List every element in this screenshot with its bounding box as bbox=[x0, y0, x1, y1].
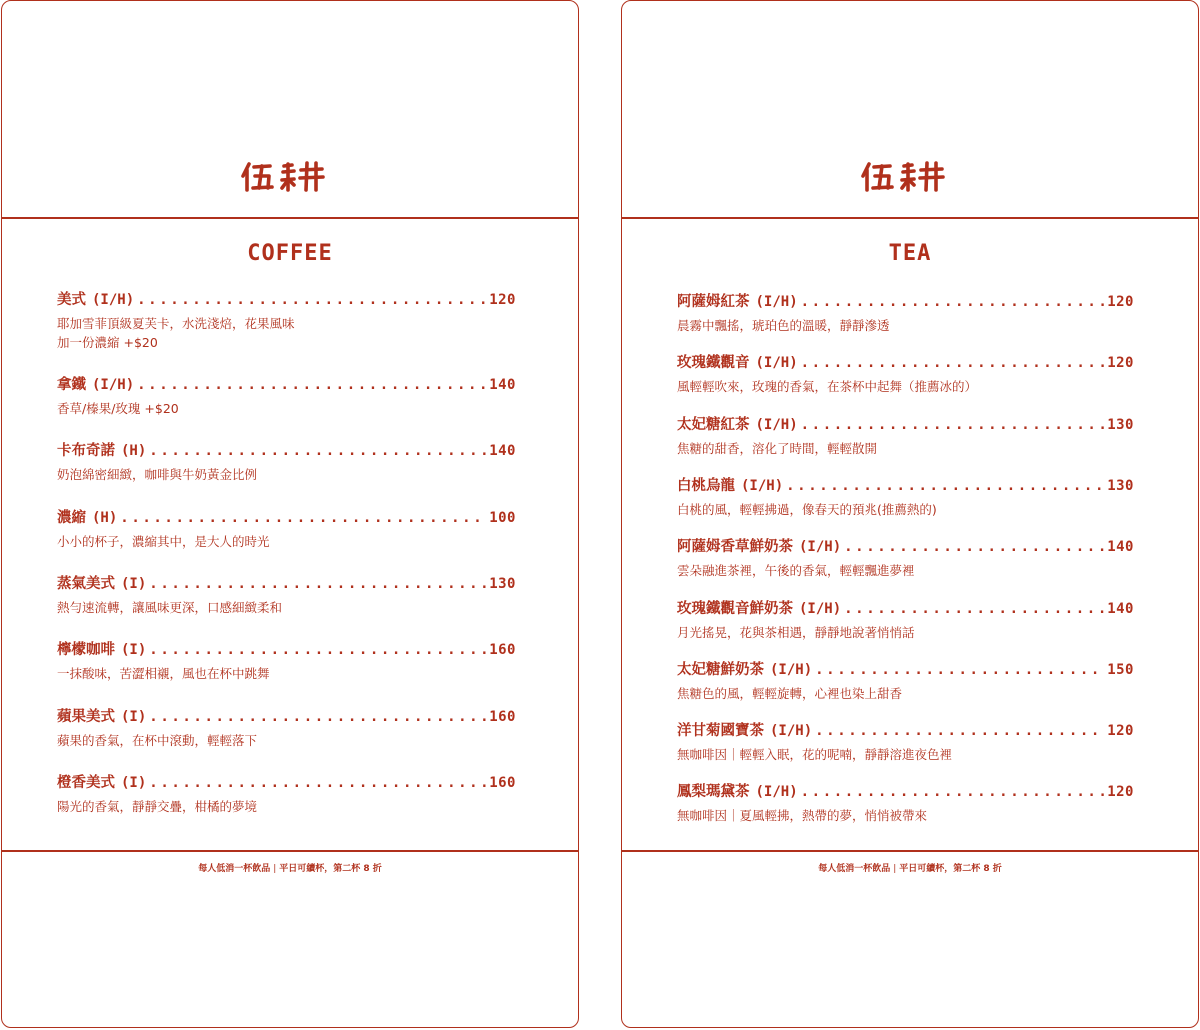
menu-item bbox=[677, 597, 1134, 642]
menu-item bbox=[677, 351, 1134, 396]
item-name: 鳳梨瑪黛茶 bbox=[677, 784, 750, 800]
item-description: 風輕輕吹來，玫瑰的香氣，在茶杯中起舞（推薦冰的） bbox=[677, 379, 978, 394]
item-size: (I/H) bbox=[755, 784, 798, 800]
item-name: 太妃糖紅茶 bbox=[677, 417, 750, 433]
item-price: 140 bbox=[1107, 601, 1134, 617]
item-price: 120 bbox=[489, 292, 516, 308]
item-description: 月光搖晃，花與茶相遇，靜靜地說著悄悄話 bbox=[677, 625, 915, 640]
footer-min-charge: 每人低消一杯飲品 bbox=[198, 864, 271, 874]
footer-refill: 平日可續杯，第二杯 8 折 bbox=[279, 864, 382, 874]
item-size: (H) bbox=[92, 510, 118, 526]
item-description: 香草/榛果/玫瑰 +$20 bbox=[57, 401, 179, 416]
footer-divider bbox=[2, 850, 578, 852]
dot-leader bbox=[149, 443, 486, 459]
item-price: 150 bbox=[1107, 662, 1134, 678]
item-description: 耶加雪菲頂級夏芙卡，水洗淺焙，花果風味 bbox=[57, 316, 295, 331]
dot-leader bbox=[120, 510, 486, 526]
dot-leader bbox=[149, 642, 486, 658]
item-size: (I/H) bbox=[799, 601, 842, 617]
item-description: 焦糖的甜香，溶化了時間，輕輕散開 bbox=[677, 441, 878, 456]
footer-separator: | bbox=[893, 864, 897, 874]
item-size: (I/H) bbox=[770, 662, 813, 678]
header-divider bbox=[622, 217, 1198, 219]
item-name: 檸檬咖啡 bbox=[57, 642, 115, 658]
item-size: (I/H) bbox=[799, 539, 842, 555]
coffee-menu-panel bbox=[1, 0, 579, 1028]
dot-leader bbox=[149, 709, 486, 725]
item-price: 160 bbox=[489, 642, 516, 658]
menu-item bbox=[57, 638, 516, 683]
item-price: 120 bbox=[1107, 355, 1134, 371]
menu-item bbox=[57, 288, 516, 352]
menu-item bbox=[677, 658, 1134, 703]
section-title-tea: TEA bbox=[888, 241, 932, 266]
brand-logo-mark bbox=[240, 159, 340, 193]
item-size: (I/H) bbox=[755, 417, 798, 433]
item-size: (I/H) bbox=[92, 292, 135, 308]
item-description: 無咖啡因｜夏風輕拂，熱帶的夢，悄悄被帶來 bbox=[677, 808, 928, 823]
item-name: 阿薩姆香草鮮奶茶 bbox=[677, 539, 793, 555]
item-size: (I/H) bbox=[92, 377, 135, 393]
item-name: 濃縮 bbox=[57, 510, 86, 526]
menu-item bbox=[57, 373, 516, 418]
item-description: 一抹酸味，苦澀相襯，風也在杯中跳舞 bbox=[57, 666, 270, 681]
tea-menu-panel bbox=[621, 0, 1199, 1028]
menu-item bbox=[57, 705, 516, 750]
menu-item bbox=[57, 771, 516, 816]
item-price: 160 bbox=[489, 775, 516, 791]
item-name: 蒸氣美式 bbox=[57, 576, 115, 592]
item-name: 玫瑰鐵觀音鮮奶茶 bbox=[677, 601, 793, 617]
footer-note bbox=[622, 861, 1198, 874]
item-size: (I) bbox=[121, 709, 147, 725]
footer-note bbox=[2, 861, 578, 874]
dot-leader bbox=[844, 539, 1104, 555]
item-description: 陽光的香氣，靜靜交疊，柑橘的夢境 bbox=[57, 799, 258, 814]
item-price: 130 bbox=[1107, 417, 1134, 433]
item-price: 140 bbox=[1107, 539, 1134, 555]
dot-leader bbox=[149, 775, 486, 791]
item-size: (I/H) bbox=[741, 478, 784, 494]
item-size: (I/H) bbox=[770, 723, 813, 739]
menu-item bbox=[677, 719, 1134, 764]
item-description: 蘋果的香氣，在杯中滾動，輕輕落下 bbox=[57, 733, 258, 748]
dot-leader bbox=[137, 377, 486, 393]
menu-item bbox=[677, 535, 1134, 580]
footer-min-charge: 每人低消一杯飲品 bbox=[818, 864, 891, 874]
section-title-coffee: COFFEE bbox=[247, 241, 333, 266]
item-name: 美式 bbox=[57, 292, 86, 308]
dot-leader bbox=[786, 478, 1104, 494]
item-description: 雲朵融進茶裡，午後的香氣，輕輕飄進夢裡 bbox=[677, 563, 915, 578]
item-size: (H) bbox=[121, 443, 147, 459]
item-price: 160 bbox=[489, 709, 516, 725]
dot-leader bbox=[149, 576, 486, 592]
brand-logo bbox=[622, 151, 1198, 201]
item-price: 140 bbox=[489, 377, 516, 393]
item-name: 橙香美式 bbox=[57, 775, 115, 791]
item-description: 小小的杯子，濃縮其中，是大人的時光 bbox=[57, 534, 270, 549]
dot-leader bbox=[815, 662, 1104, 678]
footer-refill: 平日可續杯，第二杯 8 折 bbox=[899, 864, 1002, 874]
item-description: 熱勻速流轉，讓風味更深，口感細緻柔和 bbox=[57, 600, 283, 615]
item-name: 卡布奇諾 bbox=[57, 443, 115, 459]
dot-leader bbox=[815, 723, 1104, 739]
item-name: 蘋果美式 bbox=[57, 709, 115, 725]
menu-item bbox=[677, 780, 1134, 825]
brand-logo bbox=[2, 151, 578, 201]
item-description: 焦糖色的風，輕輕旋轉，心裡也染上甜香 bbox=[677, 686, 903, 701]
item-description: 白桃的風，輕輕拂過，像春天的預兆(推薦熱的) bbox=[677, 502, 937, 517]
item-size: (I) bbox=[121, 642, 147, 658]
dot-leader bbox=[137, 292, 486, 308]
menu-item bbox=[677, 474, 1134, 519]
menu-item bbox=[57, 439, 516, 484]
item-name: 阿薩姆紅茶 bbox=[677, 294, 750, 310]
item-price: 120 bbox=[1107, 294, 1134, 310]
item-name: 玫瑰鐵觀音 bbox=[677, 355, 750, 371]
menu-item bbox=[677, 413, 1134, 458]
dot-leader bbox=[801, 294, 1105, 310]
item-price: 100 bbox=[489, 510, 516, 526]
item-price: 120 bbox=[1107, 723, 1134, 739]
menu-item bbox=[57, 572, 516, 617]
menu-item bbox=[57, 506, 516, 551]
menu-item bbox=[677, 290, 1134, 335]
dot-leader bbox=[801, 784, 1105, 800]
dot-leader bbox=[801, 355, 1105, 371]
item-size: (I/H) bbox=[755, 355, 798, 371]
footer-divider bbox=[622, 850, 1198, 852]
item-price: 130 bbox=[1107, 478, 1134, 494]
item-name: 拿鐵 bbox=[57, 377, 86, 393]
item-addon: 加一份濃縮 +$20 bbox=[57, 335, 158, 350]
header-divider bbox=[2, 217, 578, 219]
item-size: (I) bbox=[121, 576, 147, 592]
item-description: 奶泡綿密細緻，咖啡與牛奶黃金比例 bbox=[57, 467, 258, 482]
item-size: (I) bbox=[121, 775, 147, 791]
item-price: 120 bbox=[1107, 784, 1134, 800]
item-size: (I/H) bbox=[755, 294, 798, 310]
item-name: 白桃烏龍 bbox=[677, 478, 735, 494]
item-description: 晨霧中飄搖，琥珀色的溫暖，靜靜滲透 bbox=[677, 318, 890, 333]
item-name: 太妃糖鮮奶茶 bbox=[677, 662, 764, 678]
footer-separator: | bbox=[273, 864, 277, 874]
dot-leader bbox=[844, 601, 1104, 617]
item-name: 洋甘菊國寶茶 bbox=[677, 723, 764, 739]
item-price: 140 bbox=[489, 443, 516, 459]
dot-leader bbox=[801, 417, 1105, 433]
brand-logo-mark bbox=[860, 159, 960, 193]
item-price: 130 bbox=[489, 576, 516, 592]
item-description: 無咖啡因｜輕輕入眠，花的呢喃，靜靜溶進夜色裡 bbox=[677, 747, 953, 762]
